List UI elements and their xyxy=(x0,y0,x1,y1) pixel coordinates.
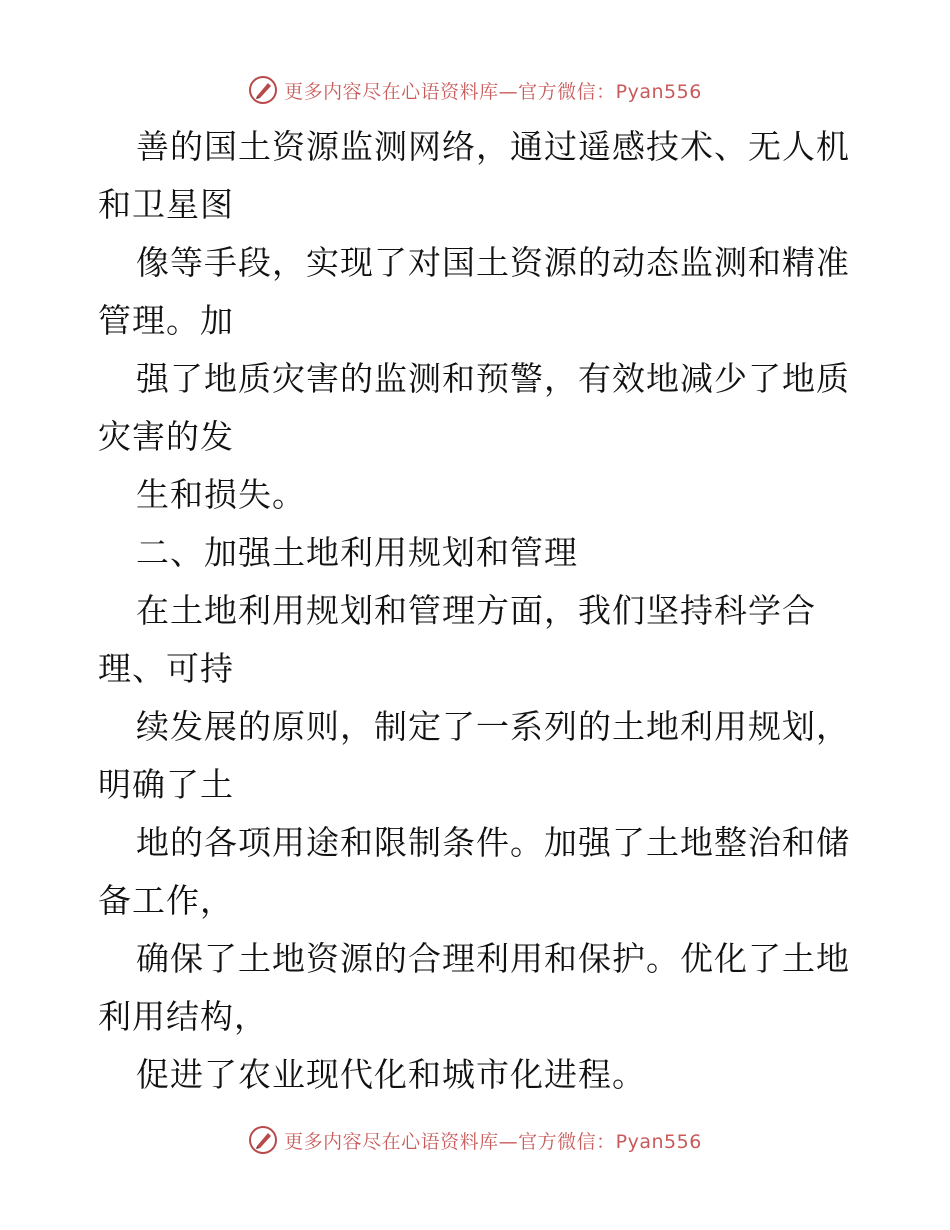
text-line: 确保了土地资源的合理利用和保护。优化了土地 xyxy=(136,939,850,978)
footer-banner xyxy=(0,1122,950,1158)
text-line: 和卫星图 xyxy=(98,185,234,224)
text-line: 续发展的原则，制定了一系列的土地利用规划， xyxy=(136,707,850,746)
text-line: 灾害的发 xyxy=(98,417,234,456)
text-line: 备工作， xyxy=(98,881,234,920)
text-line: 管理。加 xyxy=(98,301,234,340)
text-line: 强了地质灾害的监测和预警，有效地减少了地质 xyxy=(136,359,850,398)
text-line: 善的国土资源监测网络，通过遥感技术、无人机 xyxy=(136,127,850,166)
text-line: 像等手段，实现了对国土资源的动态监测和精准 xyxy=(136,243,850,282)
pen-circle-logo-icon xyxy=(248,75,278,105)
footer-banner-text: 更多内容尽在心语资料库—官方微信：Pyan556 xyxy=(284,1130,702,1153)
text-line: 明确了土 xyxy=(98,765,234,804)
text-line: 利用结构， xyxy=(98,997,268,1036)
text-line: 在土地利用规划和管理方面，我们坚持科学合 xyxy=(136,591,816,630)
header-banner xyxy=(0,72,950,108)
text-line: 生和损失。 xyxy=(136,475,306,514)
section-heading: 二、加强土地利用规划和管理 xyxy=(136,533,578,572)
text-line: 促进了农业现代化和城市化进程。 xyxy=(136,1055,646,1094)
document-body xyxy=(98,118,868,1104)
pen-circle-logo-icon xyxy=(248,1125,278,1155)
header-banner-text: 更多内容尽在心语资料库—官方微信：Pyan556 xyxy=(284,80,702,103)
text-line: 地的各项用途和限制条件。加强了土地整治和储 xyxy=(136,823,850,862)
text-line: 理、可持 xyxy=(98,649,234,688)
